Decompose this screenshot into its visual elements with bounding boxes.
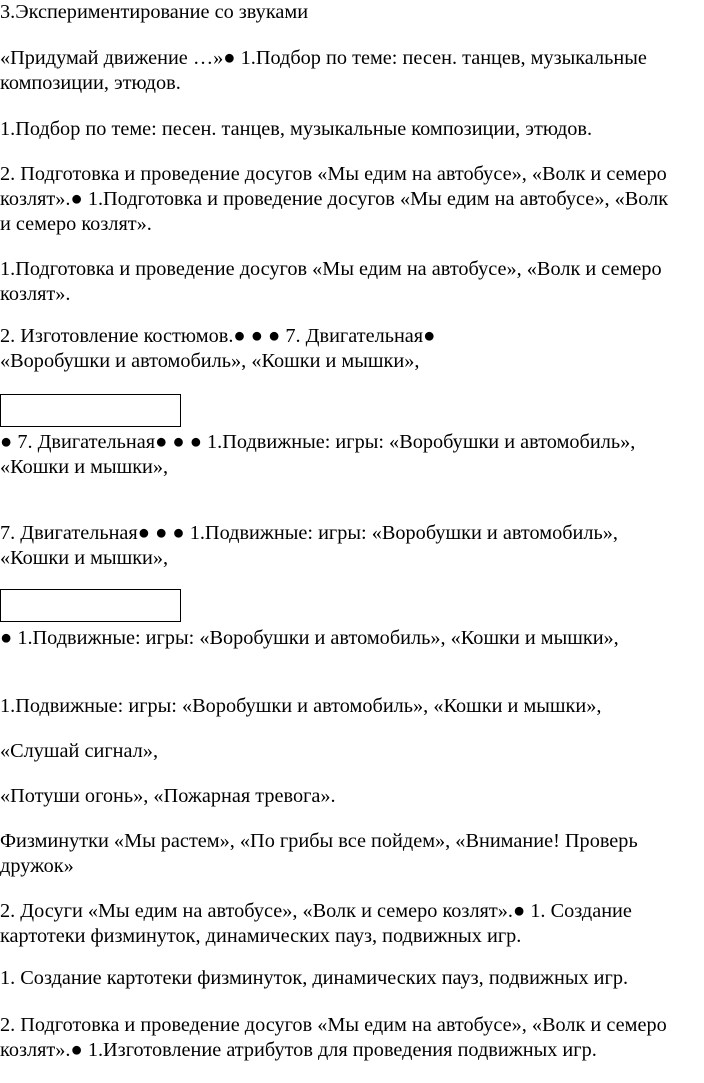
empty-text-box — [0, 394, 181, 427]
section-heading: 3.Экспериментирование со звуками — [0, 1, 309, 23]
paragraph: 7. Двигательная● ● ● 1.Подвижные: игры: «Воробушки и автомобиль», «Кошки и мышки», — [0, 522, 618, 569]
paragraph: 2. Изготовление костюмов.● ● ● 7. Двигательная● «Воробушки и автомобиль», «Кошки и мышки», — [0, 325, 436, 372]
paragraph: ● 7. Двигательная● ● ● 1.Подвижные: игры: «Воробушки и автомобиль», «Кошки и мышки», — [0, 431, 636, 478]
paragraph: «Слушай сигнал», — [0, 740, 159, 762]
paragraph: ● 1.Подвижные: игры: «Воробушки и автомобиль», «Кошки и мышки», — [0, 627, 619, 649]
empty-text-box — [0, 589, 181, 622]
paragraph: «Потуши огонь», «Пожарная тревога». — [0, 785, 336, 807]
paragraph: 2. Подготовка и проведение досугов «Мы едим на автобусе», «Волк и семеро козлят».● 1.Подготовка и проведение досугов «Мы едим на автобусе», «Волк и семеро козлят». — [0, 163, 669, 235]
paragraph: 1.Подбор по теме: песен. танцев, музыкальные композиции, этюдов. — [0, 118, 593, 140]
paragraph: «Придумай движение …»● 1.Подбор по теме: песен. танцев, музыкальные композиции, этюдов. — [0, 47, 647, 94]
paragraph: 2. Подготовка и проведение досугов «Мы едим на автобусе», «Волк и семеро козлят».● 1.Изготовление атрибутов для проведения подвижных игр. — [0, 1014, 667, 1061]
paragraph: Физминутки «Мы растем», «По грибы все пойдем», «Внимание! Проверь дружок» — [0, 830, 638, 877]
paragraph: 2. Досуги «Мы едим на автобусе», «Волк и семеро козлят».● 1. Создание картотеки физминуток, динамических пауз, подвижных игр. — [0, 900, 632, 947]
paragraph: 1.Подготовка и проведение досугов «Мы едим на автобусе», «Волк и семеро козлят». — [0, 258, 662, 305]
paragraph: 1. Создание картотеки физминуток, динамических пауз, подвижных игр. — [0, 967, 629, 989]
paragraph: 1.Подвижные: игры: «Воробушки и автомобиль», «Кошки и мышки», — [0, 695, 602, 717]
